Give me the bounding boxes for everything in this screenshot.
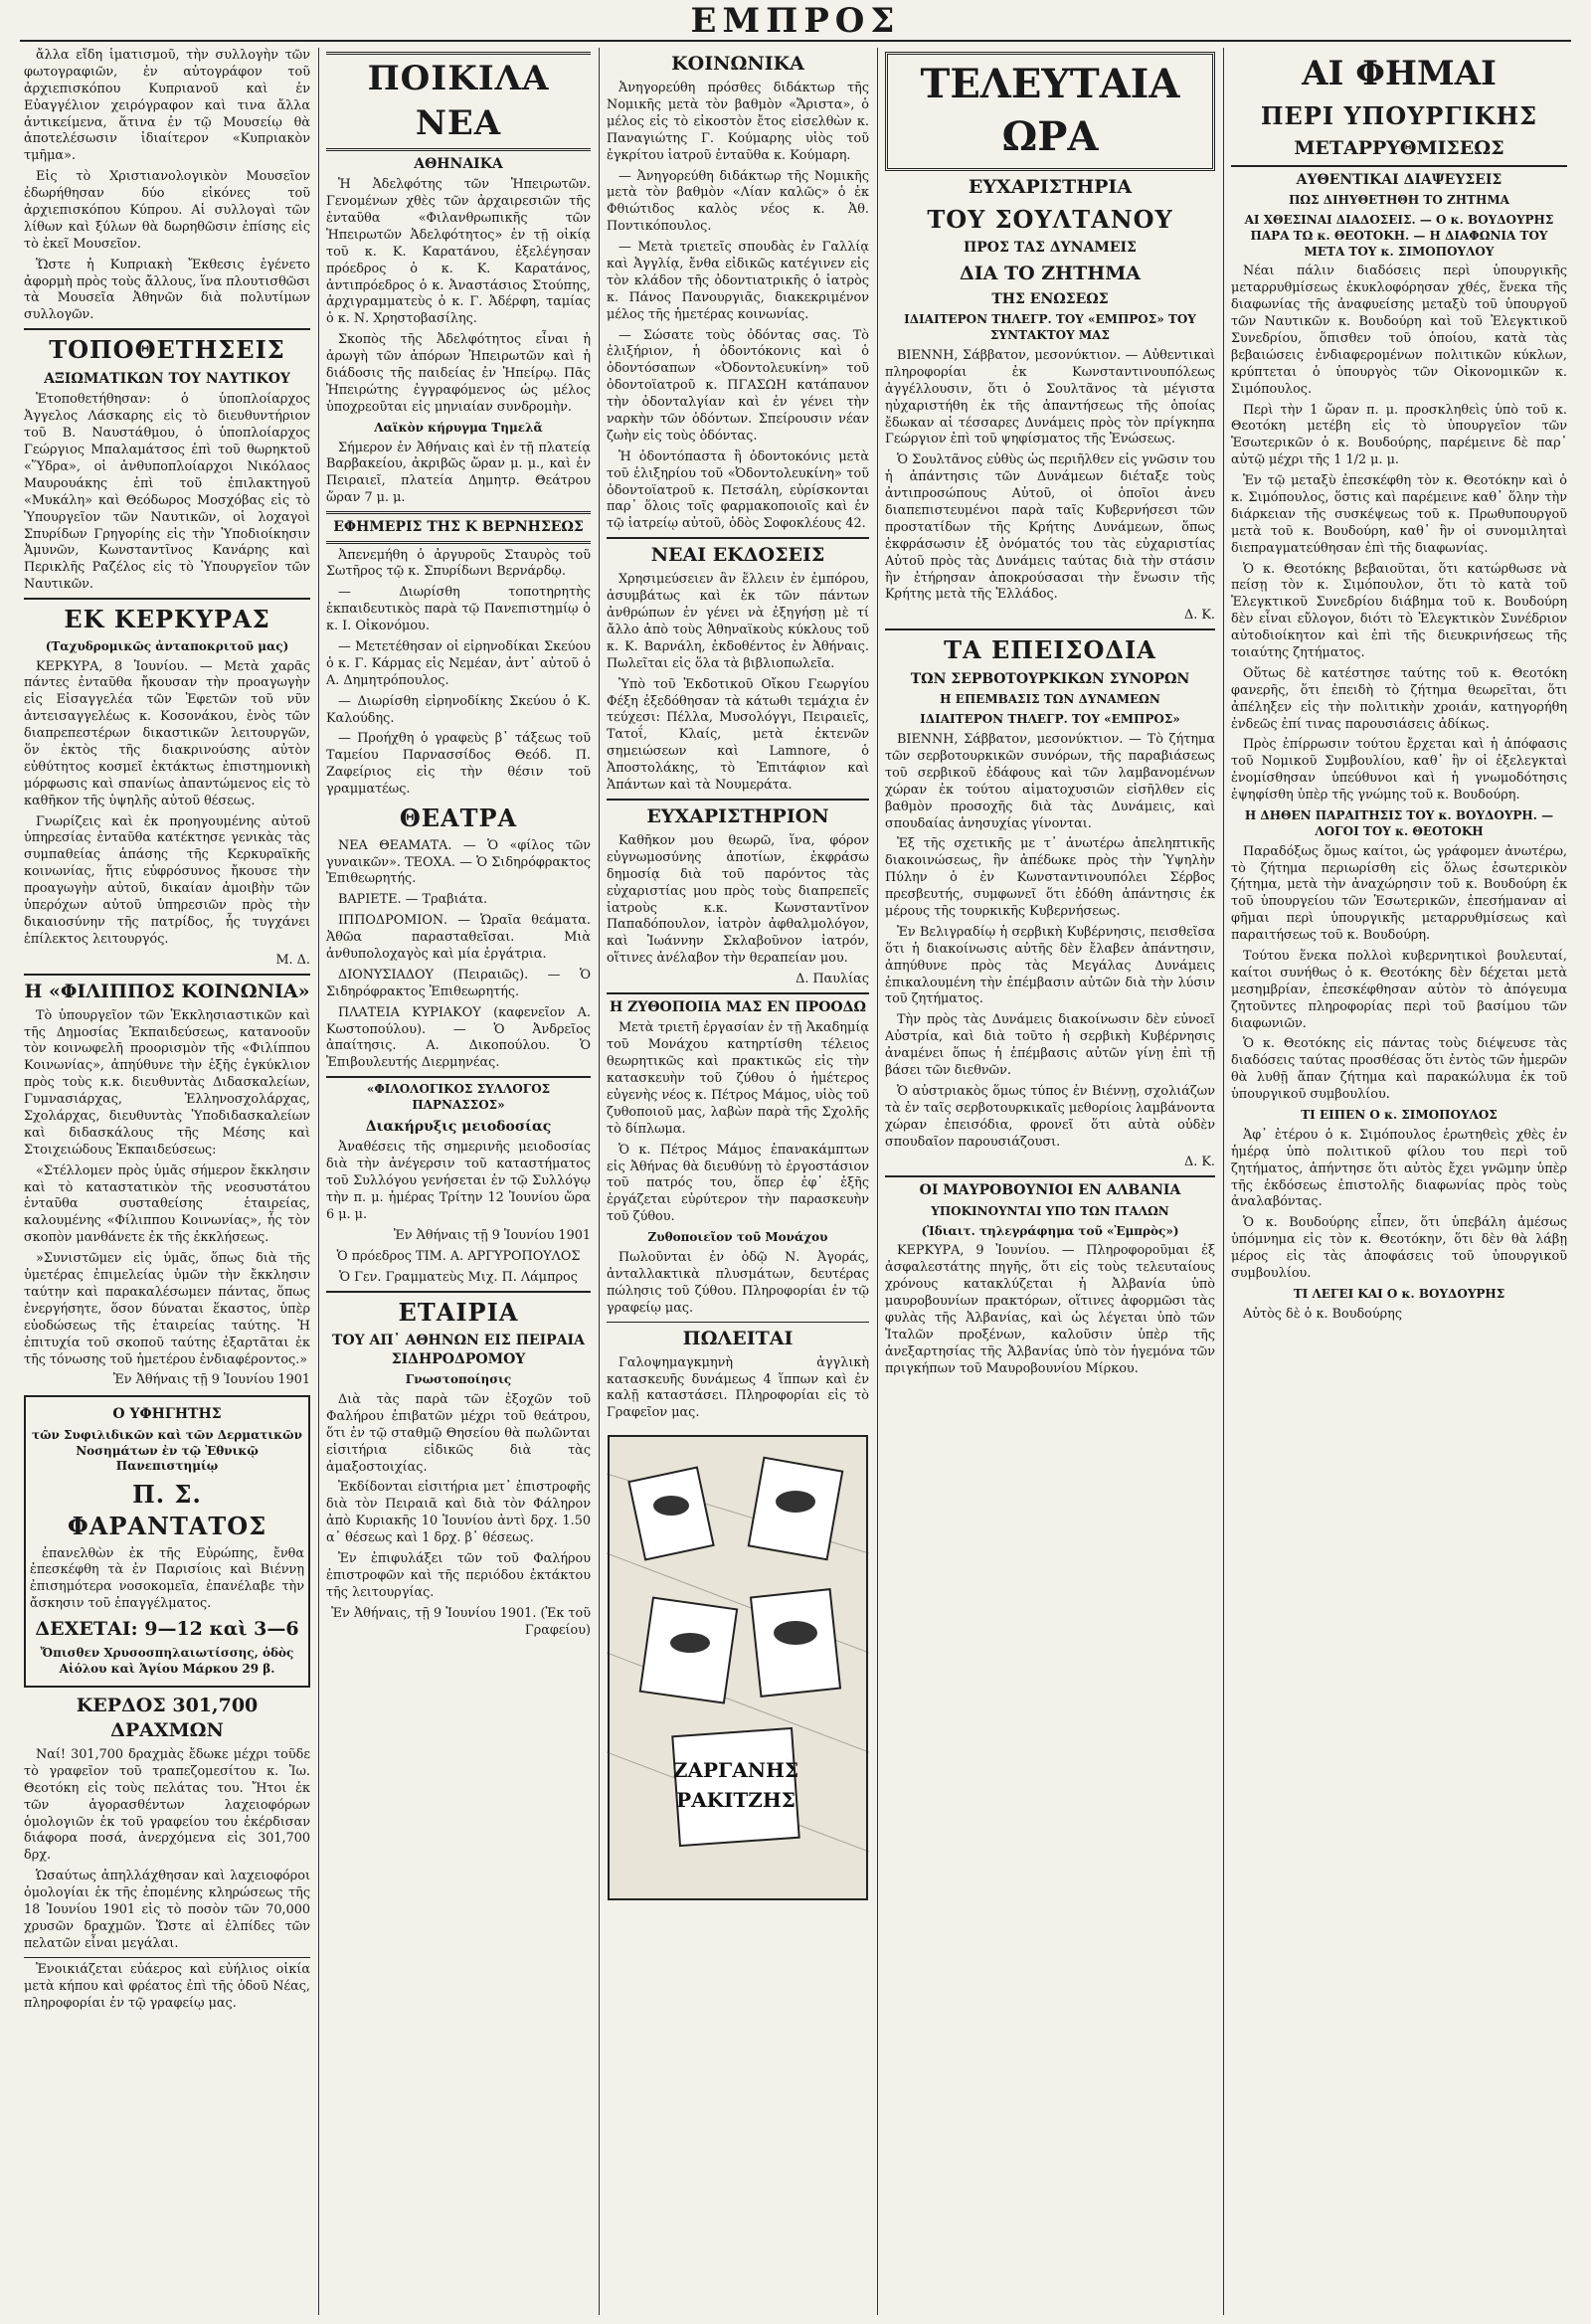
article-text: Περὶ τὴν 1 ὥραν π. μ. προσκληθεὶς ὑπὸ τοῦ κ. Θεοτόκη μετέβη εἰς τὸ ὑπουργεῖον τῶν Ἐσωτερικῶν ὁ κ. Βουδούρης, παρέμεινε δὲ παρ᾽ αὐτῷ μέχρι τῆς 1 1/2 μ. μ. [1231,402,1567,468]
column-5 [1225,48,1573,2315]
article-text: Ὁ κ. Θεοτόκης εἰς πάντας τοὺς διέψευσε τὰς διαδόσεις ταύτας προσθέσας ὅτι ἐντὸς τῶν ἡμερῶν θὰ λυθῇ ἅπαν ζήτημα καὶ παρακώλυμα ἐκ τοῦ ὑπουργικοῦ συμβουλίου. [1231,1036,1567,1103]
headline: ΕΚ ΚΕΡΚΥΡΑΣ [64,605,270,634]
headline: ΕΤΑΙΡΙΑ [398,1297,519,1327]
subheadline: ΠΡΟΣ ΤΑΣ ΔΥΝΑΜΕΙΣ [964,240,1137,257]
subheadline: ΤΙ ΕΙΠΕΝ Ο κ. ΣΙΜΟΠΟΥΛΟΣ [1301,1108,1498,1123]
article-text: Ἐν Βελιγραδίῳ ἡ σερβικὴ Κυβέρνησις, πεισθεῖσα ὅτι ἡ διακοίνωσις αὐτῆς δὲν ἔλαβεν ἀπάντησιν, ἀπηύθυνε πρὸς τὰς Μεγάλας Δυνάμεις ἐπικαλουμένη τὴν ἐπέμβασιν αὐτῶν διὰ τὴν λύσιν τοῦ ζητήματος. [885,924,1215,1007]
headline: Η ΖΥΘΟΠΟΙΙΑ ΜΑΣ ΕΝ ΠΡΟΟΔΩ [610,998,866,1015]
subheadline: Λαϊκὸν κήρυγμα Τημελᾶ [374,420,543,435]
article-text: Ἀνηγορεύθη πρόσθες διδάκτωρ τῆς Νομικῆς μετὰ τὸν βαθμὸν «Ἄριστα», ὁ μέλος εἰς τὸ εἰκοστὸν ἔτος εἰσελθὼν κ. Παναγιώτης Γ. Κούμαρης υἱὸς τοῦ ἐγκρίτου ἰατροῦ ἐνταῦθα κ. Κούμαρη. [607,81,869,163]
article-text: Ἐξ τῆς σχετικῆς με τ᾽ ἀνωτέρω ἀπεληπτικῆς διακοινώσεως, ἣν ἀπέδωκε πρὸς τὴν Ὑψηλὴν Πύλην ὁ ἐν Κωνσταντινουπόλει Σέρβος πρεσβευτής, συμφωνεῖ ὅτι ἐδόθη ἀπάντησις ἐκ μέρους τῆς τουρκικῆς Κυβερνήσεως. [885,836,1215,919]
article-text: Ὁ κ. Θεοτόκης βεβαιοῦται, ὅτι κατώρθωσε νὰ πείσῃ τὸν κ. Σιμόπουλον, ὅτι τὸ κατὰ τοῦ Ἐλεγκτικοῦ Συνεδρίου διάβημα τοῦ κ. Βουδούρη δὲν εἶναι εὔλογον, διότι τὸ Ἐλεγκτικὸν Συνέδριον αὐτοδιοίκητον καὶ ἐπὶ τῆς διευκρινήσεως τῆς τοιαύτης ζητήματος. [1231,561,1567,660]
column-divider [877,48,878,2315]
article-text: — Διωρίσθη τοποτηρητὴς ἐκπαιδευτικὸς παρὰ τῷ Πανεπιστημίῳ ὁ κ. Ι. Οἰκονόμου. [326,585,591,634]
article-text: — Μετὰ τριετεῖς σπουδὰς ἐν Γαλλίᾳ καὶ Ἀγγλίᾳ, ἔνθα εἰδικῶς κατέγινεν εἰς τὸν κλάδον τῆς ὀδοντιατρικῆς ὁ ἰατρὸς κ. Πάνος Πανουργιᾶς, διακεκριμένον μέλος τῆς ἡμετέρας κοινωνίας. [607,240,869,322]
article-text: Σήμερον ἐν Ἀθήναις καὶ ἐν τῇ πλατείᾳ Βαρβακείου, ἀκριβῶς ὥραν μ. μ., καὶ ἐν Πειραιεῖ, πλατεία Δημητρ. Θεάτρου ὥραν 7 μ. μ. [326,440,591,506]
article-text: Ἀναθέσεις τῆς σημερινῆς μειοδοσίας διὰ τὴν ἀνέγερσιν τοῦ καταστήματος τοῦ Συλλόγου γενήσεται ἐν τῷ Συλλόγῳ τὴν π. μ. ἡμέρας Τρίτην 12 Ἰουνίου ὥρα 6 μ. μ. [326,1140,591,1222]
article-text: ΠΛΑΤΕΙΑ ΚΥΡΙΑΚΟΥ (καφενεῖον Α. Κωστοπούλου). — Ὁ Ἀνδρεῖος ἀπαίτησις. Α. Δικοπούλου. Ὁ Ἐπιβουλευτής Διερμηνέας. [326,1004,591,1071]
article-text: Ὁ αὐστριακὸς ὅμως τύπος ἐν Βιέννῃ, σχολιάζων τὰ ἐν ταῖς σερβοτουρκικαῖς μεθορίοις λαμβάνοντα χώραν ἐπεισόδια, φρονεῖ ὅτι αὐτὰ οὐδὲν σπουδαῖον παρουσιάζουσι. [885,1083,1215,1150]
headline: ΜΕΤΑΡΡΥΘΜΙΣΕΩΣ [1294,136,1504,159]
signature: Μ. Δ. [275,952,310,968]
article-text: Μετὰ τριετῆ ἐργασίαν ἐν τῇ Ἀκαδημίᾳ τοῦ Μονάχου κατηρτίσθη τέλειος θεωρητικῶς καὶ πρακτικῶς εἰς τὴν κατασκευὴν τοῦ ζύθου ὁ ἡμέτερος εὐγενὴς νέος κ. Πέτρος Μάμος, υἱὸς τοῦ ζυθοποιοῦ μας, λαβὼν παρὰ τῆς Σχολῆς τὸ δίπλωμα. [607,1020,869,1137]
dateline: ΙΔΙΑΙΤΕΡΟΝ ΤΗΛΕΓΡ. ΤΟΥ «ΕΜΠΡΟΣ» [920,712,1180,727]
article-text: — Μετετέθησαν οἱ εἰρηνοδίκαι Σκεύου ὁ κ. Γ. Κάρμας εἰς Νεμέαν, ἀντ᾽ αὐτοῦ ὁ Α. Δημητρόπουλος. [326,639,591,688]
signature: Ἐν Ἀθήναις τῇ 9 Ἰουνίου 1901 [393,1227,591,1243]
column-3 [601,48,875,2315]
subheadline: ΥΠΟΚΙΝΟΥΝΤΑΙ ΥΠΟ ΤΩΝ ΙΤΑΛΩΝ [931,1203,1169,1218]
subheadline: ΑΥΘΕΝΤΙΚΑΙ ΔΙΑΨΕΥΣΕΙΣ [1296,171,1503,188]
article-text: »Συνιστῶμεν εἰς ὑμᾶς, ὅπως διὰ τῆς ὑμετέρας ἐπιμελείας ὑμῶν τὴν ἔκκλησιν ταύτην καὶ παρακαλέσωμεν πάντας, ὅπως ἐνεργήσητε, ὅσον δύναται ἕκαστος, ὑπὲρ εὐοδώσεως τῆς ἑταιρείας ταύτης. Ἡ ἐπιτυχία τοῦ σκοποῦ ταύτης ἐξαρτᾶται ἐκ τῆς τόνωσης τοῦ ἡμετέρου ἐνδιαφέροντος.» [24,1251,310,1367]
article-text: Ἐν ἐπιφυλάξει τῶν τοῦ Φαλήρου ἐπιστροφῶν καὶ τῆς περιόδου ἐκτάκτου τῆς λειτουργίας. [326,1550,591,1600]
subheadline: ΤΟΥ ΑΠ᾽ ΑΘΗΝΩΝ ΕΙΣ ΠΕΙΡΑΙΑ ΣΙΔΗΡΟΔΡΟΜΟΥ [332,1333,585,1367]
article-text: Ναί! 301,700 δραχμὰς ἔδωκε μέχρι τοῦδε τὸ γραφεῖον τοῦ τραπεζομεσίτου κ. Ἰω. Θεοτόκη εἰς τοὺς πελάτας του. Ἤτοι ἐκ τῶν ἀγορασθέντων λαχειοφόρων ὁμολογιῶν ἐκ τοῦ γραφείου του ἐκέρδισαν διάφορα ποσά, ἀνερχόμενα εἰς 301,700 δρχ. [24,1747,310,1864]
subheadline: Διακήρυξις μειοδοσίας [365,1118,552,1135]
advertisement [24,1395,310,1688]
ad-headline: Ο ΥΦΗΓΗΤΗΣ [112,1406,222,1423]
divider [326,511,591,514]
article-text: Οὕτως δὲ κατέστησε ταύτης τοῦ κ. Θεοτόκη φανερῆς, ὅτι ἐπειδὴ τὸ ζήτημα θεωρεῖται, ὅτι ἀπέληξεν εἰς τὴν πολιτικὴν χροιάν, κατηγορήθη ἐνδεῶς ἐπί τινας παρουσιάσεις ἀδίκως. [1231,665,1567,732]
article-text: Ὑπὸ τοῦ Ἐκδοτικοῦ Οἴκου Γεωργίου Φέξη ἐξεδόθησαν τὰ κάτωθι τεμάχια ἐν τεύχεσι: Πέλλα, Μυσολόγγι, Πειραιεῖς, Τατοΐ, Κλαίς, μετὰ ἐκτενῶν σημειώσεων καὶ Lamnore, ὁ Ἀποστολάκης, τὸ Ἐπιτάφιον καὶ Ἁπάντων καὶ τὰ Νουμεράτα. [607,676,869,793]
article-text: Γνωρίζεις καὶ ἐκ προηγουμένης αὐτοῦ ὑπηρεσίας ἐνταῦθα κατέκτησε γενικὰς τὰς συμπαθείας ἁπάσης τῆς Κερκυραϊκῆς κοινωνίας, ἥτις εὐφρόσυνος ἤκουσε τὴν προαγωγὴν αὐτοῦ, δικαίαν ἀμοιβὴν τῶν ὑπερόχων αὐτοῦ ὑπηρεσιῶν πρὸς τὴν δικαιοσύνην τῆς πατρίδος, ἧς τυγχάνει ἐπίλεκτος λειτουργός. [24,813,310,947]
divider [326,1076,591,1078]
article-text: — Ἀνηγορεύθη διδάκτωρ τῆς Νομικῆς μετὰ τὸν βαθμὸν «Λίαν καλῶς» ὁ ἐκ Φθιώτιδος καλὸς νέος κ. Ἀθ. Ποντικόπουλος. [607,168,869,235]
ad-name: Π. Σ. ΦΑΡΑΝΤΑΤΟΣ [67,1480,267,1540]
article-text: Ἐνοικιάζεται εὐάερος καὶ εὐήλιος οἰκία μετὰ κήπου καὶ φρέατος ἐπὶ τῆς ὁδοῦ Νέας, πληροφορίαι ἐν τῷ γραφείῳ μας. [24,1961,310,2011]
section-subheadline: ΑΘΗΝΑΙΚΑ [414,155,503,172]
article-text: Εἰς τὸ Χριστιανολογικὸν Μουσεῖον ἐδωρήθησαν δύο εἰκόνες τοῦ ἀρχιεπισκόπου Κύπρου. Αἱ συλλογαὶ τῶν λίθων καὶ ξύλων θὰ δωρηθῶσιν ἐπίσης εἰς τὸ ἐκεῖ Μουσεῖον. [24,169,310,252]
divider [607,992,869,994]
divider [326,541,591,544]
masthead-rule [20,40,1571,42]
subheadline: ΤΙ ΛΕΓΕΙ ΚΑΙ Ο κ. ΒΟΥΔΟΥΡΗΣ [1293,1286,1505,1301]
headline: ΝΕΑΙ ΕΚΔΟΣΕΙΣ [650,544,825,567]
signature: Ὁ πρόεδρος ΤΙΜ. Α. ΑΡΓΥΡΟΠΟΥΛΟΣ [336,1248,581,1264]
headline: ΠΩΛΕΙΤΑΙ [682,1327,794,1349]
summary-headline: ΑΙ ΧΘΕΣΙΝΑΙ ΔΙΑΔΟΣΕΙΣ. — Ο κ. ΒΟΥΔΟΥΡΗΣ ΠΑΡΑ ΤΩ κ. ΘΕΟΤΟΚΗ. — Η ΔΙΑΦΩΝΙΑ ΤΟΥ ΜΕΤΑ ΤΟΥ κ. ΣΙΜΟΠΟΥΛΟΥ [1244,212,1554,259]
section-headline: ΑΙ ΦΗΜΑΙ [1302,54,1497,93]
article-text: Γαλοψημαγκμηνὴ ἀγγλικὴ κατασκευῆς δυνάμεως 4 ἵππων καὶ ἐν καλῇ καταστάσει. Πληροφορίαι εἰς τὸ Γραφεῖον μας. [607,1354,869,1421]
article-text: ΚΕΡΚΥΡΑ, 8 Ἰουνίου. — Μετὰ χαρᾶς πάντες ἐνταῦθα ἤκουσαν τὴν προαγωγὴν εἰς Εἰσαγγελέα τῶν Ἐφετῶν τοῦ νῦν ἀντεισαγγελέως κ. Κοσονάκου, ἑνὸς τῶν διαπρεπεστέρων δικαστικῶν λειτουργῶν, ὅν ἐκτὸς τῆς διακρινούσης αὐτὸν εὐθύτητος κοσμεῖ ἐκτάκτως ἐπιστημονικὴ μόρφωσις καὶ σπανίως ἀπαντώμενος εἰς τὸ καθῆκον τῆς ὑψηλῆς αὐτοῦ θέσεως. [24,658,310,808]
article-text: Νέαι πάλιν διαδόσεις περὶ ὑπουργικῆς μεταρρυθμίσεως ἐκυκλοφόρησαν χθές, ἕνεκα τῆς διαφωνίας τῆς ἀναφυείσης μεταξὺ τοῦ ὑπουργοῦ τῶν Ναυτικῶν κ. Βουδούρη καὶ τοῦ Ἐλεγκτικοῦ Συνεδρίου, ὅπισθεν τοῦ ὁποίου, κατὰ τὰς βεβαιώσεις ἐνδιαφερομένων πολιτικῶν κύκλων, κρύπτεται ὁ ὑπουργὸς τῶν Οἰκονομικῶν κ. Σιμόπουλος. [1231,264,1567,397]
article-text: «Στέλλομεν πρὸς ὑμᾶς σήμερον ἔκκλησιν καὶ τὸ καταστατικὸν τῆς νεοσυστάτου ἐνταῦθα συσταθείσης ἑταιρείας, καλουμένης «Φίλιππου Κοινωνίας», ἧς τὸν σκοπὸν μανθάνετε ἐκ τῆς ἐκκλήσεως. [24,1162,310,1246]
column-divider [318,48,319,2315]
article-text: ΒΙΕΝΝΗ, Σάββατον, μεσονύκτιον. — Τὸ ζήτημα τῶν σερβοτουρκικῶν συνόρων, τῆς παραβιάσεως τοῦ σερβικοῦ ἐδάφους καὶ τῶν λαμβανομένων χώραν ἐκ τούτου αἱματοχυσιῶν εἰσῆλθεν εἰς βαθμὸν προσοχῆς διὰ τὰς Δυνάμεις, καὶ σπουδαίας ἀνησυχίας γίνονται. [885,732,1215,831]
article-text: Ἀφ᾽ ἑτέρου ὁ κ. Σιμόπουλος ἐρωτηθεὶς χθὲς ἐν ἡμέρᾳ ὑπὸ πολιτικοῦ φίλου του περὶ τοῦ ζητήματος, ἀπήντησε ὅτι αὐτὸς ἔχει γνῶμην ὑπὲρ τῆς ἐκδόσεως ἐπιστολῆς διαφωνίας πρὸς τοὺς ἀναλαβόντας. [1231,1127,1567,1210]
cartoon-label: ΡΑΚΙΤΖΗΣ [676,1788,796,1813]
signature: Δ. Κ. [1183,608,1215,624]
newspaper-title: ΕΜΠΡΟΣ [690,1,901,41]
column-divider [599,48,600,2315]
ad-subheadline: τῶν Συφιλιδικῶν καὶ τῶν Δερματικῶν Νοσημάτων ἐν τῷ Ἐθνικῷ Πανεπιστημίῳ [32,1427,302,1474]
ad-text: ἐπανελθὼν ἐκ τῆς Εὐρώπης, ἔνθα ἐπεσκέφθη τὰ ἐν Παρισίοις καὶ Βιέννῃ ἐπισημότερα νοσοκομεῖα, ἐπανέλαβε τὴν ἄσκησιν τοῦ ἐπαγγέλματος. [30,1545,304,1612]
divider [24,598,310,600]
subheadline: (Ταχυδρομικῶς ἀνταποκριτοῦ μας) [45,638,289,653]
headline: ΤΩΝ ΣΕΡΒΟΤΟΥΡΚΙΚΩΝ ΣΥΝΟΡΩΝ [910,670,1190,687]
article-text: Ἀπενεμήθη ὁ ἀργυροῦς Σταυρὸς τοῦ Σωτῆρος τῷ κ. Σπυρίδωνι Βερνάρδῳ. [326,547,591,580]
headline: ΤΟΥ ΣΟΥΛΤΑΝΟΥ [927,204,1173,234]
article-text: ΔΙΟΝΥΣΙΑΔΟΥ (Πειραιῶς). — Ὁ Σιδηρόφρακτος Ἐπιθεωρητής. [326,967,591,999]
divider [607,799,869,801]
divider [885,1175,1215,1177]
article-text: Πρὸς ἐπίρρωσιν τούτου ἔρχεται καὶ ἡ ἀπόφασις τοῦ Νομικοῦ Συμβουλίου, καθ᾽ ἣν οἱ ἐξελεγκταὶ ἐνομίσθησαν ὑπεύθυνοι καὶ ἡ γνωμοδότησις ἐψηφίσθη ὑπὲρ τῆς γνώμης τοῦ κ. Βουδούρη. [1231,737,1567,804]
subheadline: ΠΩΣ ΔΙΗΥΘΕΤΗΘΗ ΤΟ ΖΗΤΗΜΑ [1289,193,1509,208]
headline: ΔΙΑ ΤΟ ΖΗΤΗΜΑ [960,262,1141,284]
section-headline: ΤΕΛΕΥΤΑΙΑ ΩΡΑ [885,52,1215,171]
column-1 [18,48,316,2315]
divider [1231,165,1567,167]
article-text: Καθῆκον μου θεωρῶ, ἵνα, φόρον εὐγνωμοσύνης ἀποτίων, ἐκφράσω δημοσίᾳ διὰ τοῦ παρόντος τὰς εὐχαριστίας μου πρὸς τοὺς διαπρεπεῖς ἰατροὺς κ.κ. Κωνσταντῖνον Παπαδόπουλον, ἰατρὸν ἀφθαλμολόγον, καὶ Ἰωάννην Σκλαβοῦνον ἰατρόν, οἵτινες ἀνέλαβον τὴν θεραπείαν μου. [607,832,869,967]
article-text: Πωλοῦνται ἐν ὀδῷ Ν. Ἀγοράς, ἀνταλλακτικὰ πλυσμάτων, δευτέρας πώλησις τοῦ ζύθου. Πληροφορίαι ἐν τῷ γραφείῳ μας. [607,1249,869,1316]
signature: Δ. Κ. [1183,1155,1215,1170]
article-text: ΝΕΑ ΘΕΑΜΑΤΑ. — Ὁ «φίλος τῶν γυναικῶν». ΤΕΟΧΑ. — Ὁ Σιδηρόφρακτος Ἐπιθεωρητής. [326,837,591,887]
ad-address: Ὄπισθεν Χρυσοσπηλαιωτίσσης, ὁδὸς Αἰόλου καὶ Ἁγίου Μάρκου 29 β. [40,1646,294,1677]
article-text: Ἡ ὀδοντόπαστα ἢ ὀδοντοκόνις μετὰ τοῦ ἐλιξηρίου τοῦ «Ὀδοντολευκίνη» τοῦ ὀδοντοϊατροῦ κ. Πετσάλη, εὐρίσκονται παρ᾽ ὅλοις τοῖς φαρμακοποιοῖς καὶ ἐν τῷ ἰατρείῳ αὐτοῦ, ὁδὸς Σοφοκλέους 42. [607,448,869,532]
article-text: ΒΙΕΝΝΗ, Σάββατον, μεσονύκτιον. — Αὐθεντικαὶ πληροφορίαι ἐκ Κωνσταντινουπόλεως ἀγγέλλουσιν, ὅτι ὁ Σουλτᾶνος τὰ μέγιστα ηὐχαριστήθη ἐκ τῆς ἀπαντήσεως τῆς ὁποίας ἔδωκαν αἱ τέσσαρες Δυνάμεις πρὸς τὸν πρίγκηπα Γεώργιον ἐπὶ τοῦ ψηφίσματος τῆς Ἑνώσεως. [885,348,1215,447]
divider [607,1322,869,1323]
article-text: ΒΑΡΙΕΤΕ. — Τραβιάτα. [338,892,488,908]
headline: «ΦΙΛΟΛΟΓΙΚΟΣ ΣΥΛΛΟΓΟΣ ΠΑΡΝΑΣΣΟΣ» [366,1082,551,1113]
article-text: Ἡ Ἀδελφότης τῶν Ἠπειρωτῶν. Γενομένων χθὲς τῶν ἀρχαιρεσιῶν τῆς ἐνταῦθα «Φιλανθρωπικῆς τῶν Ἠπειρωτῶν Ἀδελφότητος» ἐν τῇ οἰκίᾳ τοῦ κ. Κ. Καρατάνου, ἐξελέγησαν πρόεδρος ὁ κ. Κ. Καρατάνος, ἀντιπρόεδρος ὁ κ. Ἀναστάσιος Στούπης, ἀρχιγραμματεὺς ὁ κ. Γ. Ἀδέρφη, ταμίας ὁ κ. Ν. Χρηστοβασίλης. [326,177,591,327]
dateline: ΙΔΙΑΙΤΕΡΟΝ ΤΗΛΕΓΡ. ΤΟΥ «ΕΜΠΡΟΣ» ΤΟΥ ΣΥΝΤΑΚΤΟΥ ΜΑΣ [904,312,1196,343]
article-text: Ὥστε ἡ Κυπριακὴ Ἔκθεσις ἐγένετο ἀφορμὴ πρὸς τοὺς ἄλλους, ἵνα πλουτισθῶσι τὰ Μουσεῖα Ἀθηνῶν διὰ πολυτίμων συλλογῶν. [24,257,310,323]
dateline: (Ἰδιαιτ. τηλεγράφημα τοῦ «Ἐμπρὸς») [921,1223,1179,1238]
article-text: — Διωρίσθη εἰρηνοδίκης Σκεύου ὁ Κ. Καλούδης. [326,693,591,726]
divider [326,1291,591,1293]
divider [885,628,1215,630]
section-headline: ΠΟΙΚΙΛΑ ΝΕΑ [326,52,591,151]
subheadline: Η ΕΠΕΜΒΑΣΙΣ ΤΩΝ ΔΥΝΑΜΕΩΝ [940,692,1160,707]
column-2 [320,48,597,2315]
masthead [20,0,1571,42]
headline: ΕΥΧΑΡΙΣΤΗΡΙΟΝ [646,804,829,827]
article-text: ΙΠΠΟΔΡΟΜΙΟΝ. — Ὡραῖα θεάματα. Ἀθῶα παρασταθεῖσαι. Μιὰ ἀνθυπολοχαγὸς καὶ μία ἐργάτρια. [326,913,591,963]
signature: Ὁ Γεν. Γραμματεὺς Μιχ. Π. Λάμπρος [339,1269,578,1285]
article-text: Ἐκδίδονται εἰσιτήρια μετ᾽ ἐπιστροφῆς διὰ τὸν Πειραιᾶ καὶ διὰ τὸν Φάληρον ἀπὸ Κυριακῆς 10 Ἰουνίου ἀντὶ δρχ. 1.50 α᾽ θέσεως καὶ 1 δρχ. β᾽ θέσεως. [326,1480,591,1546]
headline: ΟΙ ΜΑΥΡΟΒΟΥΝΙΟΙ ΕΝ ΑΛΒΑΝΙΑ [919,1182,1181,1199]
article-text: Ὁ κ. Πέτρος Μάμος ἐπανακάμπτων εἰς Ἀθήνας θὰ διευθύνῃ τὸ ἐργοστάσιον τοῦ πατρός του, ὅπερ ἐφ᾽ ἑξῆς ἐργάζεται εὐρύτερον τὴν παρασκευὴν τοῦ ζύθου. [607,1142,869,1225]
article-text: Αὐτὸς δὲ ὁ κ. Βουδούρης [1243,1306,1403,1322]
signature: Ἐν Ἀθήναις, τῇ 9 Ἰουνίου 1901. (Ἐκ τοῦ Γραφείου) [331,1605,591,1638]
column-4 [879,48,1221,2315]
section-headline: ΚΟΙΝΩΝΙΚΑ [671,53,804,75]
headline: ΚΕΡΔΟΣ 301,700 ΔΡΑΧΜΩΝ [76,1694,259,1741]
subheadline: Η ΔΗΘΕΝ ΠΑΡΑΙΤΗΣΙΣ ΤΟΥ κ. ΒΟΥΔΟΥΡΗ. — ΛΟΓΟΙ ΤΟΥ κ. ΘΕΟΤΟΚΗ [1244,808,1554,838]
article-text: — Προήχθη ὁ γραφεὺς β᾽ τάξεως τοῦ Ταμείου Παρνασσίδος Θεόδ. Π. Ζαφείριος εἰς τὴν θέσιν τοῦ γραμματέως. [326,731,591,798]
article-text: Ἐν τῷ μεταξὺ ἐπεσκέφθη τὸν κ. Θεοτόκην καὶ ὁ κ. Σιμόπουλος, ὅστις καὶ παρέμεινε καθ᾽ ὅλην τὴν διάρκειαν τῆς συσκέψεως τοῦ κ. Πρωθυπουργοῦ μετὰ τοῦ κ. Βουδούρη, καθ᾽ ἣν οἱ συνομιληταὶ διεπραγματεύθησαν ἐπὶ τῆς διαφωνίας. [1231,473,1567,556]
article-text: Χρησιμεύσειεν ἂν ἕλλειν ἐν ἐμπόρου, ἀσυμβάτως καὶ ἐκ τῶν πάντων ἀνθρώπων ἐν γένει νὰ ἐξηγήσῃ μὲ τί ἄλλο ἀπὸ τοὺς Ἀθηναϊκοὺς κύκλους τοῦ κ. Κ. Βαρνάλη, ἐκδοθέντος ἐν Ἀθήναις. Πωλεῖται εἰς ὅλα τὰ βιβλιοπωλεῖα. [607,572,869,671]
headline: ΘΕΑΤΡΑ [399,804,518,833]
subheadline: ΤΗΣ ΕΝΩΣΕΩΣ [991,290,1109,307]
cartoon-illustration [607,1434,869,1901]
headline: Η «ΦΙΛΙΠΠΟΣ ΚΟΙΝΩΝΙΑ» [24,980,310,1002]
article-text: Ὁ κ. Βουδούρης εἶπεν, ὅτι ὑπεβάλη ἀμέσως ὑπόμνημα εἰς τὸν κ. Θεοτόκην, ὅτι δὲν θὰ λάβῃ μέρος εἰς τὰς ἀποφάσεις τοῦ ὑπουργικοῦ συμβουλίου. [1231,1215,1567,1281]
headline: ΕΦΗΜΕΡΙΣ ΤΗΣ Κ ΒΕΡΝΗΣΕΩΣ [333,519,584,536]
divider [607,537,869,539]
signature: Δ. Παυλίας [796,972,869,987]
headline: ΠΕΡΙ ΥΠΟΥΡΓΙΚΗΣ [1260,100,1538,130]
article-text: Τὴν πρὸς τὰς Δυνάμεις διακοίνωσιν δὲν εὐνοεῖ Αὐστρία, καὶ διὰ τοῦτο ἡ σερβικὴ Κυβέρνησις ἀναμένει ὅπως ἡ ἐπέμβασις αὐτῶν γίνῃ ἐπὶ τῇ βάσει τῶν διεθνῶν. [885,1012,1215,1078]
article-text: Ὡσαύτως ἀπηλλάχθησαν καὶ λαχειοφόροι ὁμολογίαι ἐκ τῆς ἐπομένης κληρώσεως τῆς 18 Ἰουνίου 1901 εἰς τὸ ποσὸν τῶν 70,000 χρυσῶν δραχμῶν. Ὥστε αἱ ἐλπίδες τῶν πελατῶν εἶναι μεγάλαι. [24,1869,310,1951]
divider [24,1957,310,1958]
article-text: Τὸ ὑπουργεῖον τῶν Ἐκκλησιαστικῶν καὶ τῆς Δημοσίας Ἐκπαιδεύσεως, κατανοοῦν τὸν κοινωφελῆ προορισμὸν τῆς «Φιλίππου Κοινωνίας», ἀπηύθυνε τὴν ἑξῆς ἐγκύκλιον πρὸς τοὺς κ.κ. διευθυντὰς Διδασκαλείων, Γυμνασιάρχας, Ἑλληνοσχολάρχας, Σχολάρχας, διευθυντὰς Ὑποδιδασκαλείων καὶ διδασκάλους τῆς Μέσης καὶ Στοιχειώδους Ἐκπαιδεύσεως: [24,1007,310,1158]
column-divider [1223,48,1224,2315]
headline: ΤΟΠΟΘΕΤΗΣΕΙΣ [49,335,285,365]
divider [24,974,310,976]
article-text: ἄλλα εἴδη ἱματισμοῦ, τὴν συλλογὴν τῶν φωτογραφιῶν, ἐν αὐτογράφον τοῦ ἀρχιεπισκόπου Κυπριανοῦ καὶ ἐν Εὐαγγέλιον χειρόγραφον καὶ τινα ἄλλα ἀντικείμενα, ἅτινα ἐν τῷ Μουσείῳ θὰ ἀποτελέσωσιν ἰδιαίτερον «Κυπριακὸν τμῆμα». [24,48,310,164]
article-text: Ἐτοποθετήθησαν: ὁ ὑποπλοίαρχος Ἀγγελος Λάσκαρης εἰς τὸ διευθυντήριον τοῦ Β. Ναυστάθμου, ὁ ὑποπλοίαρχος Γεώργιος Μπαλαμάτσος ἐπὶ τοῦ θωρηκτοῦ «Ὕδρα», οἱ ἀνθυποπλοίαρχοι Νικόλαος Μαυρουάκης ἐπὶ τοῦ ἐπιλακτηγοῦ «Μυκάλη» καὶ Θεόδωρος Μοσχόβας εἰς τὸ Ὑπουργεῖον τῶν Ναυτικῶν, οἱ λοχαγοὶ Σπυρίδων Γρηγορίης εἰς τὴν Ὑποδιοίκησιν Ἀμυνῶν, Κωνσταντῖνος Κανάρης καὶ Περικλῆς Ραζέλος εἰς τὸ Ὑπουργεῖον τῶν Ναυτικῶν. [24,392,310,593]
article-text: — Σώσατε τοὺς ὀδόντας σας. Τὸ ἐλιξήριον, ἡ ὀδοντόκονις καὶ ὁ ὀδοντόσαπων «Ὀδοντολευκίνη» τοῦ ὀδοντοϊατροῦ κ. ΠΓΑΣΩΗ κατάπαυον τὴν ὀδονταλγίαν καὶ ἐν γένει τὴν ναρκὴν τῶν ὀδόντων. Σπείρουσιν νέαν ζωὴν εἰς τοὺς ὀδόντας. [607,327,869,444]
headline: ΤΑ ΕΠΕΙΣΟΔΙΑ [944,635,1156,665]
signature: Ἐν Ἀθήναις τῇ 9 Ἰουνίου 1901 [112,1372,310,1388]
cartoon-label: ΖΑΡΓΑΝΗΣ [672,1758,799,1783]
ad-hours: ΔΕΧΕΤΑΙ: 9—12 καὶ 3—6 [35,1618,299,1641]
article-text: Τούτου ἕνεκα πολλοὶ κυβερνητικοὶ βουλευταί, καίτοι συνήθως ὁ κ. Θεοτόκης δὲν δέχεται μετὰ μεσημβρίαν, ἐπεσκέφθησαν αὐτὸν τὸ ἀπόγευμα ζητοῦντες πληροφορίας περὶ τοῦ βασίμου τῶν διαφωνιῶν. [1231,949,1567,1031]
subheadline: Γνωστοποίησις [405,1372,512,1387]
article-text: Ὁ Σουλτᾶνος εὐθὺς ὡς περιῆλθεν εἰς γνῶσιν του ἡ ἀπάντησις τῶν Δυνάμεων διέταξε τοὺς ἀντιπροσώπους Αὐτοῦ, οἱ ὁποῖοι ἀνευ διαπεπιστευμένοι παρὰ ταῖς Κυβερνήσεσι τῶν προστατίδων τῆς Κρήτης Δυνάμεων, ὅπως ἐκφράσωσιν ἐξ ὀνόματός του τὰς εὐχαριστίας Αὐτοῦ πρὸς τὰς Δυνάμεις ταύτας διὰ τὴν στάσιν ἣν ἐτήρησαν ἀποκρούσασαι τὴν ἕνωσιν τῆς Κρήτης μετὰ τῆς Ἑλλάδος. [885,452,1215,603]
article-text: Διὰ τὰς παρὰ τῶν ἐξοχῶν τοῦ Φαλήρου ἐπιβατῶν μέχρι τοῦ θεάτρου, ὅτι ἐν τῷ σταθμῷ Θησείου θὰ πωλῶνται εἰσιτήρια εἰδικῶς διὰ τὰς ἀμαξοστοιχίας. [326,1391,591,1475]
divider [24,328,310,330]
article-text: Παραδόξως ὅμως καίτοι, ὡς γράφομεν ἀνωτέρω, τὸ ζήτημα περιωρίσθη εἰς ὅλως ἐσωτερικὸν ζήτημα, μετὰ τὴν ἀναχώρησιν τοῦ κ. Βουδούρη ἐκ τοῦ ὑπουργείου τῶν Ἐσωτερικῶν, ἐπεσήμαναν αἱ φῆμαι περὶ ὑπουργικῆς μεταρρυθμίσεως καὶ παραιτήσεως τοῦ κ. Βουδούρη. [1231,843,1567,944]
subheadline: Ζυθοποιεῖον τοῦ Μονάχου [647,1230,828,1245]
headline: ΕΥΧΑΡΙΣΤΗΡΙΑ [968,175,1133,198]
subheadline: ΑΞΙΩΜΑΤΙΚΩΝ ΤΟΥ ΝΑΥΤΙΚΟΥ [44,370,290,387]
article-text: Σκοπὸς τῆς Ἀδελφότητος εἶναι ἡ ἀρωγὴ τῶν ἀπόρων Ἠπειρωτῶν καὶ ἡ διάδοσις τῆς παιδείας ἐν Ἠπείρῳ. Πᾶς Ἠπειρώτης ἐγγραφόμενος ὡς μέλος ὑποχρεοῦται εἰς μηνιαίαν συνδρομὴν. [326,332,591,415]
article-text: ΚΕΡΚΥΡΑ, 9 Ἰουνίου. — Πληροφοροῦμαι ἐξ ἀσφαλεστάτης πηγῆς, ὅτι εἰς τοὺς τελευταίους χρόνους κατακλύζεται ἡ Ἀλβανία ὑπὸ μαυροβουνίων πρακτόρων, οἵτινες ἀφορμῶσι τὰς φυλὰς τῆς Ἀλβανίας, καὶ ὡς λέγεται ὑπὸ τῶν Ἰταλῶν προξένων, καλοῦσιν ὑπὲρ τῆς ἀνεξαρτησίας τῆς Ἀλβανίας ὑπὸ τὸν ἡγεμόνα τῶν πριγκήπων τοῦ Μαυροβουνίου Μίρκου. [885,1243,1215,1376]
